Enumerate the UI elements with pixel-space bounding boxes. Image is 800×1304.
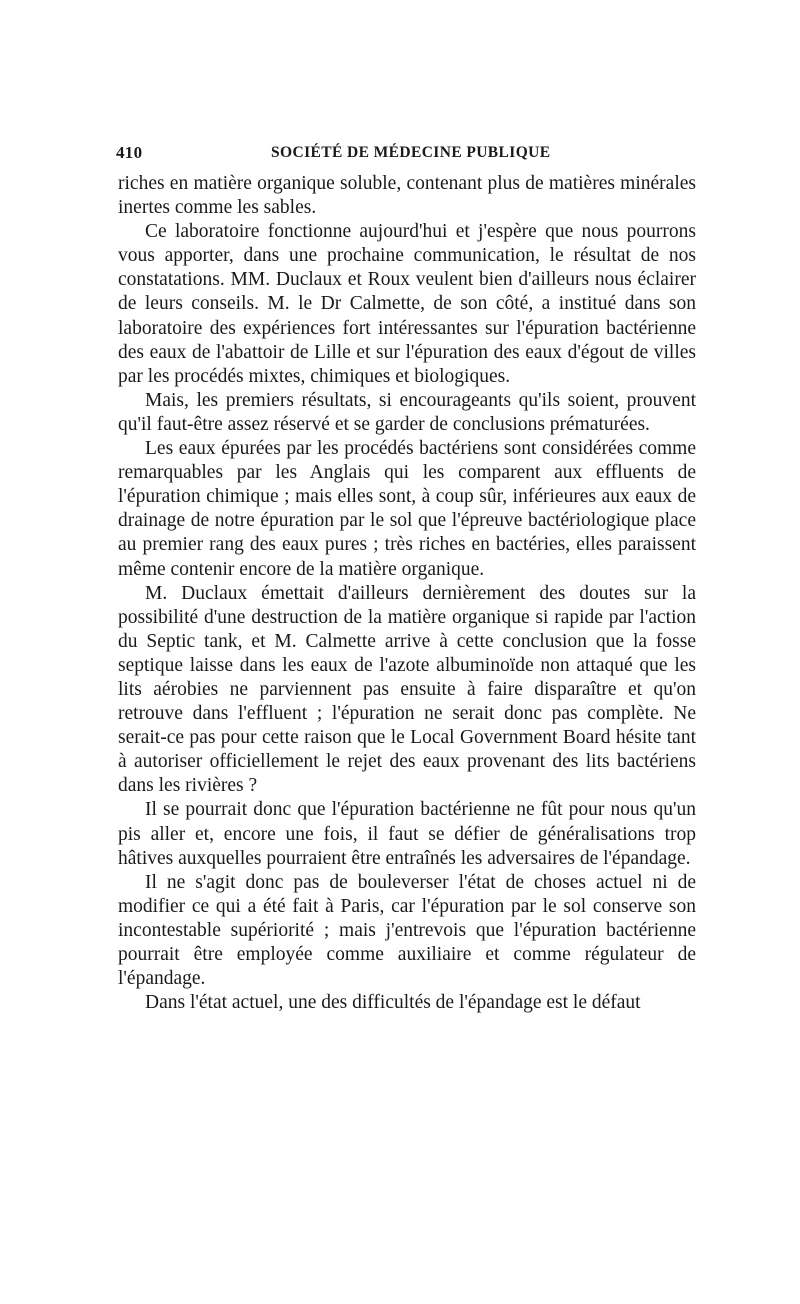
- paragraph: Mais, les premiers résultats, si encourageants qu'ils soient, prouvent qu'il faut-être assez réservé et se garder de conclusions prématurées.: [118, 389, 696, 435]
- paragraph-continued: riches en matière organique soluble, contenant plus de matières minérales inertes comme les sables.: [118, 173, 696, 219]
- paragraph: M. Duclaux émettait d'ailleurs dernièrement des doutes sur la possibilité d'une destruction de la matière organique si rapide par l'action du Septic tank, et M. Calmette arrive à cette conclusion que la fosse septique laisse dans les eaux de l'azote albuminoïde non attaqué que les lits aérobies ne parviennent pas ensuite à faire disparaître et qu'on retrouve dans l'effluent ; l'épuration ne serait donc pas complète. Ne serait-ce pas pour cette raison que le Local Government Board hésite tant à autoriser officiellement le rejet des eaux provenant des lits bactériens dans les rivières ?: [118, 582, 696, 797]
- paragraph: Il ne s'agit donc pas de bouleverser l'état de choses actuel ni de modifier ce qui a été fait à Paris, car l'épuration par le sol conserve son incontestable supériorité ; mais j'entrevois que l'épuration bactérienne pourrait être employée comme auxiliaire et comme régulateur de l'épandage.: [118, 871, 696, 990]
- running-head: SOCIÉTÉ DE MÉDECINE PUBLIQUE: [271, 144, 551, 161]
- paragraph: Dans l'état actuel, une des difficultés de l'épandage est le défaut: [145, 992, 641, 1014]
- body-text: [118, 172, 696, 1015]
- paragraph: Il se pourrait donc que l'épuration bactérienne ne fût pour nous qu'un pis aller et, encore une fois, il faut se défier de généralisations trop hâtives auxquelles pourraient être entraînés les adversaires de l'épandage.: [118, 799, 696, 869]
- paragraph: Les eaux épurées par les procédés bactériens sont considérées comme remarquables par les Anglais qui les comparent aux effluents de l'épuration chimique ; mais elles sont, à coup sûr, inférieures aux eaux de drainage de notre épuration par le sol que l'épreuve bactériologique place au premier rang des eaux pures ; très riches en bactéries, elles paraissent même contenir encore de la matière organique.: [118, 438, 696, 580]
- page-header: [116, 143, 696, 167]
- paragraph: Ce laboratoire fonctionne aujourd'hui et j'espère que nous pourrons vous apporter, dans une prochaine communication, le résultat de nos constatations. MM. Duclaux et Roux veulent bien d'ailleurs nous éclairer de leurs conseils. M. le Dr Calmette, de son côté, a institué dans son laboratoire des expériences fort intéressantes sur l'épuration bactérienne des eaux de l'abattoir de Lille et sur l'épuration des eaux d'égout de villes par les procédés mixtes, chimiques et biologiques.: [118, 221, 696, 387]
- page-number: 410: [116, 143, 143, 162]
